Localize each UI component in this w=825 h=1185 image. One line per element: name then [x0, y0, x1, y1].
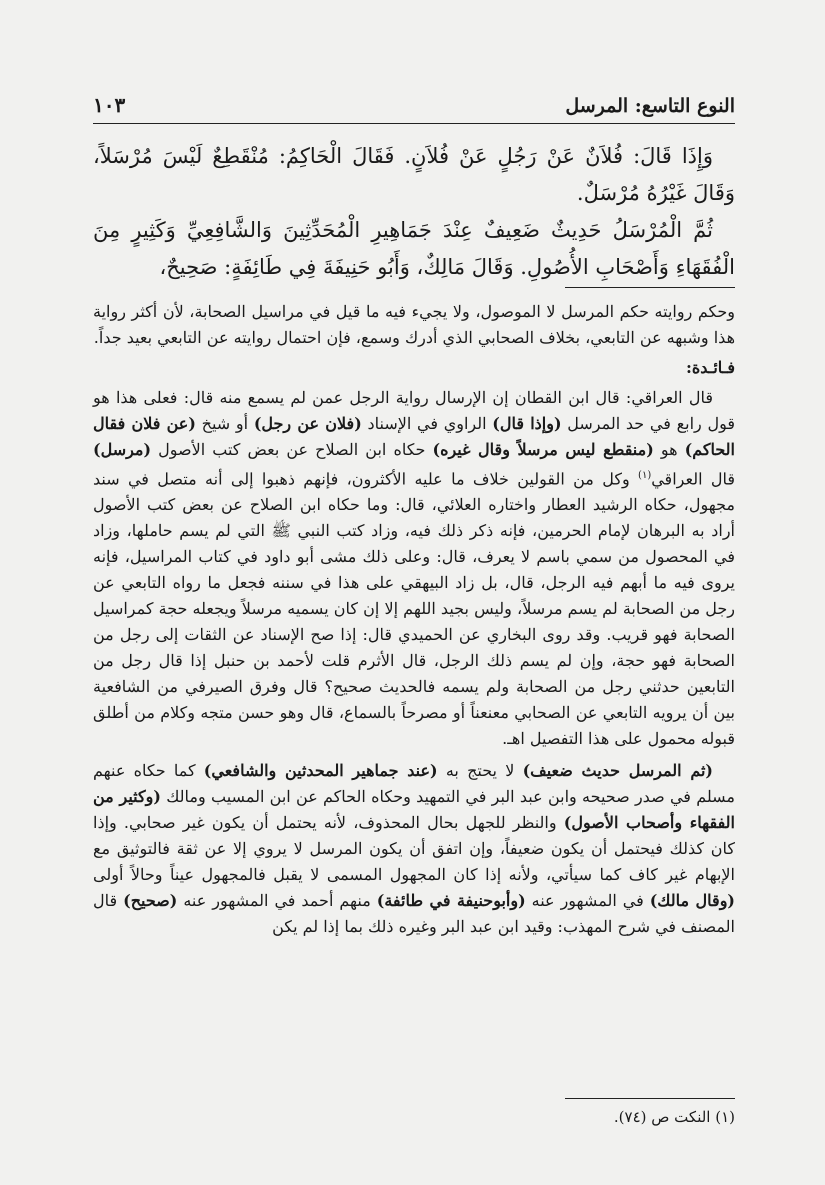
c3-bold-6: (صحيح): [123, 891, 178, 911]
page-header: [93, 93, 735, 124]
main-commentary-separator: [565, 287, 735, 288]
c2-text-5: حكاه ابن الصلاح عن بعض كتب الأصول: [151, 440, 433, 459]
c3-bold-2: (عند جماهير المحدثين والشافعي): [203, 761, 438, 781]
c2-bold-5: (مرسل): [93, 440, 152, 459]
footnote: (١) النكت ص (٧٤).: [613, 1108, 735, 1126]
c3-text-6: قال المصنف في شرح المهذب: وقيد ابن عبد البر وغيره ذلك بما إذا لم يكن: [93, 891, 735, 937]
commentary-paragraph-1: وحكم روايته حكم المرسل لا الموصول، ولا يجيء فيه ما قيل في مراسيل الصحابة، لأن أكثر رواية هذا وشبهه عن التابعي، بخلاف الصحابي الذي أدرك وسمع، فإن احتمال روايته عن التابعي بعيد جداً.: [93, 302, 735, 347]
main-paragraph-2: ثُمَّ الْمُرْسَلُ حَدِيثٌ ضَعِيفٌ عِنْدَ جَمَاهِيرِ الْمُحَدِّثِينَ وَالشَّافِعِيِّ وَكَثِيرٍ مِنَ الْفُقَهَاءِ وَأَصْحَابِ الأُصُولِ. وَقَالَ مَالِكٌ، وَأَبُو حَنِيفَةَ فِي طَائِفَةٍ: صَحِيحٌ،: [93, 218, 735, 279]
c2-bold-4: (منقطع ليس مرسلاً وقال غيره): [432, 440, 654, 459]
c3-bold-5: (وأبوحنيفة في طائفة): [376, 891, 526, 911]
c2-text-3: أو شيخ: [195, 414, 254, 433]
c3-text-2: كما حكاه عنهم مسلم في صدر صحيحه وابن عبد البر في التمهيد وحكاه الحاكم عن ابن المسيب ومالك: [93, 761, 736, 807]
c3-bold-3: (وكثير من الفقهاء وأصحاب الأصول): [93, 787, 736, 833]
c3-text-5: منهم أحمد في المشهور عنه: [177, 891, 377, 911]
c3-text-4: في المشهور عنه: [525, 891, 650, 911]
note-heading: فـائـدة:: [685, 358, 735, 377]
commentary-paragraph-2: [93, 385, 735, 752]
c3-text-3: والنظر للجهل بحال المحذوف، لأنه يحتمل أن يكون غير صحابي. وإذا كان كذلك فيحتمل أن يكون ضعيفاً، وإن اتفق أن يكون المرسل لا يروي إلا عن ثقة فالتوثيق مع الإبهام غير كاف كما سيأتي، ولأنه إذا كان المجهول المسمى لا يقبل فالمجهول عيناً وحالاً أولى: [93, 813, 735, 885]
c2-text-2: الراوي في الإسناد: [361, 414, 493, 433]
commentary-paragraph-3: [93, 758, 735, 940]
main-paragraph-1: وَإِذَا قَالَ: فُلاَنٌ عَنْ رَجُلٍ عَنْ فُلاَنٍ. فَقَالَ الْحَاكِمُ: مُنْقَطِعٌ لَيْسَ مُرْسَلاً، وَقَالَ غَيْرُهُ مُرْسَلٌ.: [93, 144, 735, 205]
main-text: [93, 138, 735, 286]
commentary: [93, 299, 735, 940]
c2-text-4: هو: [653, 440, 685, 459]
c2-bold-1: (وإذا قال): [492, 414, 562, 433]
chapter-title: النوع التاسع: المرسل: [565, 95, 735, 117]
c3-bold-4: (وقال مالك): [649, 891, 735, 911]
c2-text-6: قال العراقي: [651, 469, 736, 489]
c2-text-7: وكل من القولين خلاف ما عليه الأكثرون، فإنهم ذهبوا إلى أنه متصل في سند مجهول، حكاه الرشيد العطار واختاره العلائي، قال: وما حكاه ابن الصلاح عن بعض كتب الأصول أراد به البرهان لإمام الحرمين، فإنه ذكر ذلك فيه، وزاد كتب النبي ﷺ التي لم يسم حاملها، وزاد في المحصول من سمي باسم لا يعرف، قال: وعلى ذلك مشى أبو داود في كتاب المراسيل، فإنه يروى فيه ما أبهم فيه الرجل، قال، بل زاد البيهقي على هذا في سننه فجعل ما رواه التابعي عن رجل من الصحابة لم يسم مرسلاً، وليس بجيد اللهم إلا إن كان يسميه مرسلاً ويجعله حجة كمراسيل الصحابة فهو قريب. وقد روى البخاري عن الحميدي قال: إذا صح الإسناد عن الثقات إلى رجل من الصحابة فهو حجة، وإن لم يسم ذلك الرجل، قال الأثرم قلت لأحمد بن حنبل إذا قال رجل من التابعين حدثني رجل من الصحابة ولم يسمه فالحديث صحيح؟ قال وفرق الصيرفي من الشافعية بين أن يرويه التابعي عن الصحابي معنعناً أو مصرحاً بالسماع، قال وهو حسن متجه وكلام من أطلق قبوله محمول على هذا التفصيل اهـ.: [93, 469, 735, 749]
c3-text-1: لا يحتج به: [437, 761, 523, 781]
footnote-ref: (١): [638, 470, 652, 481]
c3-bold-1: (ثم المرسل حديث ضعيف): [522, 761, 714, 781]
c2-bold-3: (عن فلان فقال الحاكم): [93, 414, 735, 459]
c2-bold-2: (فلان عن رجل): [253, 414, 362, 433]
c2-text-1: قال العراقي: قال ابن القطان إن الإرسال رواية الرجل عمن لم يسمع منه قال: فعلى هذا هو قول رابع في حد المرسل: [93, 388, 736, 433]
page-number: ١٠٣: [93, 93, 126, 117]
footnote-separator: [565, 1098, 735, 1099]
